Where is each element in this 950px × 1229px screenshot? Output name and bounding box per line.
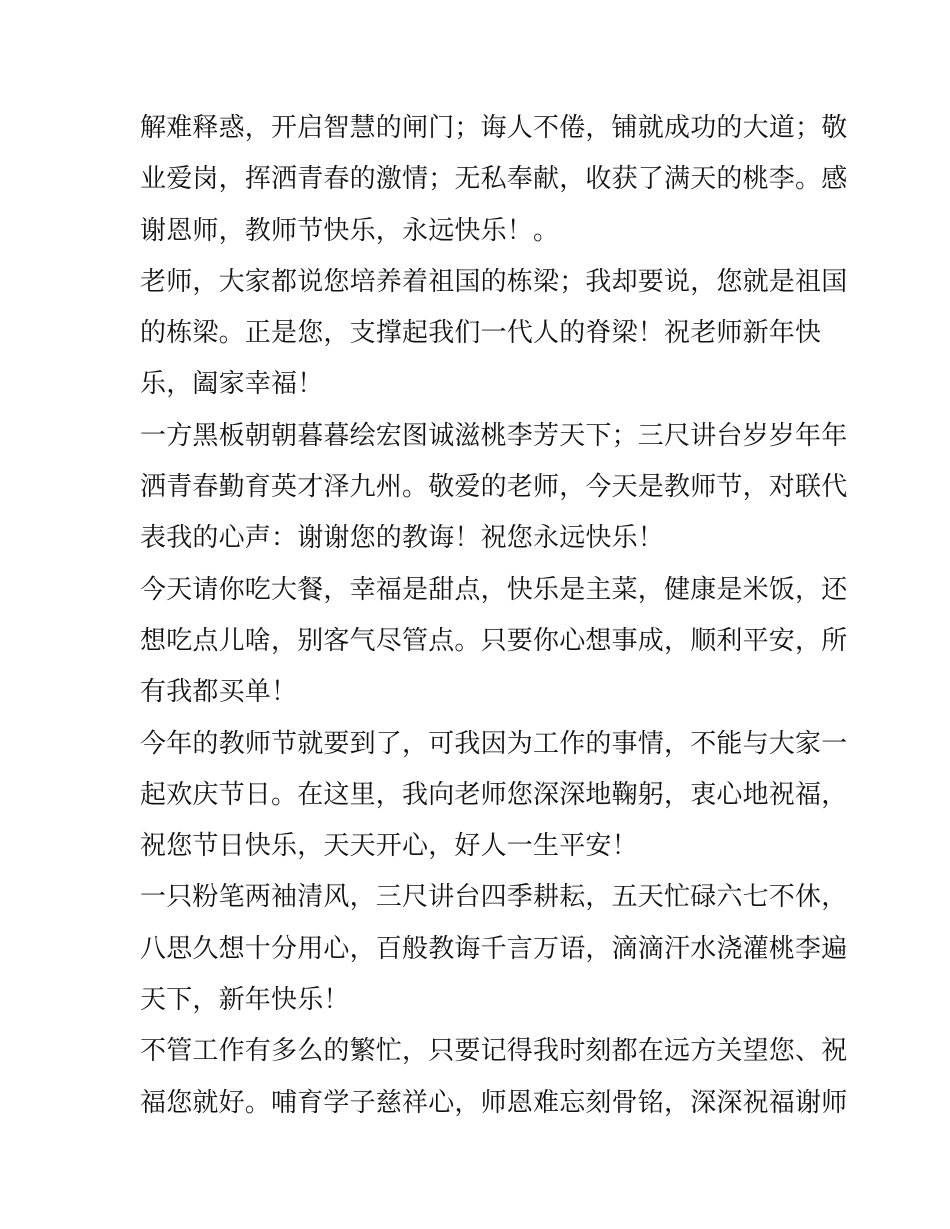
text-line: 福您就好。哺育学子慈祥心，师恩难忘刻骨铭，深深祝福谢师: [140, 1087, 848, 1118]
text-line: 的栋梁。正是您，支撑起我们一代人的脊梁！祝老师新年快: [140, 318, 822, 349]
text-line: 今年的教师节就要到了，可我因为工作的事情，不能与大家一: [140, 728, 848, 759]
text-line: 表我的心声：谢谢您的教诲！祝您永远快乐！: [140, 523, 665, 554]
paragraph-7: [140, 1026, 848, 1129]
text-line: 起欢庆节日。在这里，我向老师您深深地鞠躬，衷心地祝福，: [140, 779, 848, 810]
text-line: 乐，阖家幸福！: [140, 369, 324, 400]
text-line: 洒青春勤育英才泽九州。敬爱的老师，今天是教师节，对联代: [140, 472, 848, 503]
text-line: 一只粉笔两袖清风，三尺讲台四季耕耘，五天忙碌六七不休，: [140, 882, 848, 913]
paragraph-1: [140, 103, 848, 257]
paragraph-3: [140, 411, 848, 565]
text-line: 一方黑板朝朝暮暮绘宏图诚滋桃李芳天下；三尺讲台岁岁年年: [140, 420, 848, 451]
paragraph-6: [140, 872, 848, 1026]
text-line: 老师，大家都说您培养着祖国的栋梁；我却要说，您就是祖国: [140, 266, 848, 297]
text-line: 八思久想十分用心，百般教诲千言万语，滴滴汗水浇灌桃李遍: [140, 933, 848, 964]
text-line: 今天请你吃大餐，幸福是甜点，快乐是主菜，健康是米饭，还: [140, 574, 848, 605]
text-line: 业爱岗，挥洒青春的激情；无私奉献，收获了满天的桃李。感: [140, 164, 848, 195]
paragraph-2: [140, 257, 848, 411]
text-line: 想吃点儿啥，别客气尽管点。只要你心想事成，顺利平安，所: [140, 625, 848, 656]
text-line: 有我都买单！: [140, 677, 298, 708]
text-line: 祝您节日快乐，天天开心，好人一生平安！: [140, 831, 638, 862]
text-line: 天下，新年快乐！: [140, 985, 350, 1016]
text-line: 解难释惑，开启智慧的闸门；诲人不倦，铺就成功的大道；敬: [140, 113, 848, 143]
paragraph-5: [140, 719, 848, 873]
document-body: [140, 103, 848, 1129]
text-line: 不管工作有多么的繁忙，只要记得我时刻都在远方关望您、祝: [140, 1036, 848, 1067]
paragraph-4: [140, 565, 848, 719]
text-line: 谢恩师，教师节快乐，永远快乐！。: [140, 215, 560, 246]
